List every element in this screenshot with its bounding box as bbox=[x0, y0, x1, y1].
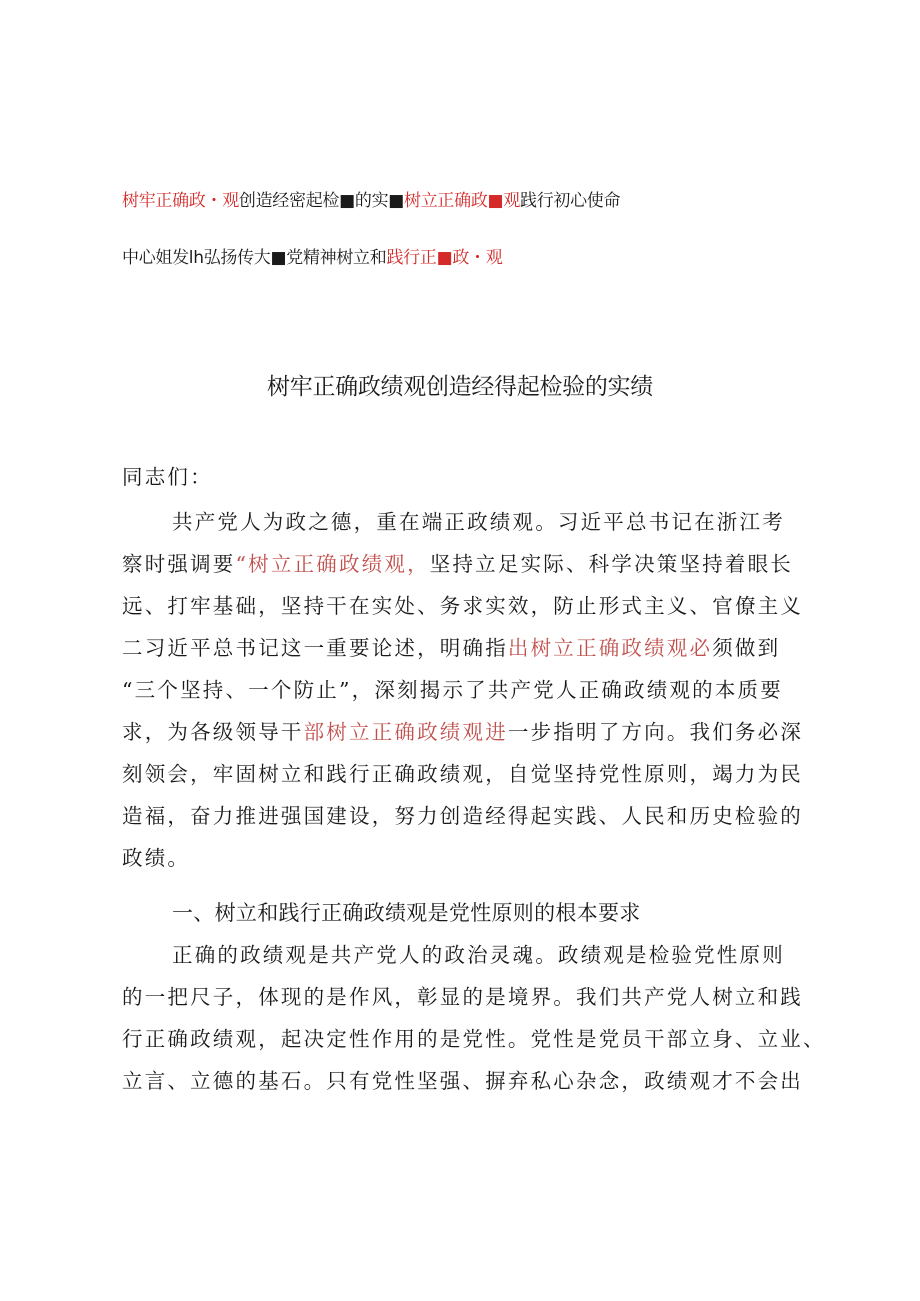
paragraph-line bbox=[122, 980, 803, 1010]
text-run: 须做到 bbox=[712, 636, 781, 660]
paragraph-line bbox=[172, 938, 785, 968]
header-line-2-part-1: 中心姐发lh弘扬传大■党精神树立和 bbox=[122, 248, 387, 268]
header-line-1 bbox=[122, 186, 620, 211]
text-run-highlight: “树立正确政绩观， bbox=[235, 552, 430, 576]
text-run: 行正确政绩观，起决定性作用的是党性。党性是党员干部立身、立业、 bbox=[122, 1027, 826, 1051]
salutation: 同志们： bbox=[122, 465, 213, 489]
paragraph-line bbox=[122, 1022, 826, 1052]
section-heading-1: 一、树立和践行正确政绩观是党性原则的根本要求 bbox=[172, 901, 641, 925]
header-line-1-part-4: 践行初心使命 bbox=[520, 191, 621, 211]
text-run: 察时强调要 bbox=[122, 552, 236, 576]
text-run: 造福，奋力推进强国建设，努力创造经得起实践、人民和历史检验的 bbox=[122, 804, 803, 828]
text-run: 求，为各级领导干 bbox=[122, 720, 304, 744]
text-run-highlight: 部树立正确政绩观进 bbox=[303, 720, 508, 744]
text-run: 共产党人为政之德，重在端正政绩观。习近平总书记在浙江考 bbox=[172, 510, 785, 534]
text-run-highlight: 出树立正确政绩观必 bbox=[507, 636, 713, 660]
paragraph-line bbox=[122, 799, 803, 829]
paragraph-line bbox=[122, 547, 793, 577]
header-line-1-part-3: 树立正确政■观 bbox=[404, 191, 520, 211]
text-run: “三个坚持、一个防止”，深刻揭示了共产党人正确政绩观的本质要 bbox=[122, 678, 783, 702]
paragraph-line bbox=[122, 1064, 803, 1094]
paragraph-line bbox=[122, 715, 803, 745]
text-run: 刻领会，牢固树立和践行正确政绩观，自觉坚持党性原则，竭力为民 bbox=[122, 762, 803, 786]
header-line-2-part-2: 践行正■政・观 bbox=[386, 248, 503, 268]
header-line-2 bbox=[122, 243, 502, 268]
paragraph-line bbox=[122, 673, 783, 703]
text-run: 的一把尺子，体现的是作风，彰显的是境界。我们共产党人树立和践 bbox=[122, 985, 803, 1009]
paragraph-line bbox=[122, 589, 803, 619]
text-run: 政绩。 bbox=[122, 846, 191, 870]
header-line-1-part-1: 树牢正确政・观 bbox=[122, 191, 239, 211]
header-line-1-part-2: 创造经密起检■的实■ bbox=[238, 191, 405, 211]
text-run: 坚持立足实际、科学决策坚持着眼长 bbox=[429, 552, 793, 576]
text-run: 一步指明了方向。我们务必深 bbox=[507, 720, 804, 744]
text-run: 二习近平总书记这一重要论述，明确指 bbox=[122, 636, 508, 660]
text-run: 正确的政绩观是共产党人的政治灵魂。政绩观是检验党性原则 bbox=[172, 943, 785, 967]
paragraph-line bbox=[172, 505, 785, 535]
paragraph-line bbox=[122, 631, 780, 661]
document-title: 树牢正确政绩观创造经得起检验的实绩 bbox=[267, 374, 653, 400]
paragraph-line bbox=[122, 841, 190, 871]
text-run: 远、打牢基础，坚持干在实处、务求实效，防止形式主义、官僚主义 bbox=[122, 594, 803, 618]
text-run: 立言、立德的基石。只有党性坚强、摒弃私心杂念，政绩观才不会出 bbox=[122, 1069, 803, 1093]
paragraph-line bbox=[122, 757, 803, 787]
